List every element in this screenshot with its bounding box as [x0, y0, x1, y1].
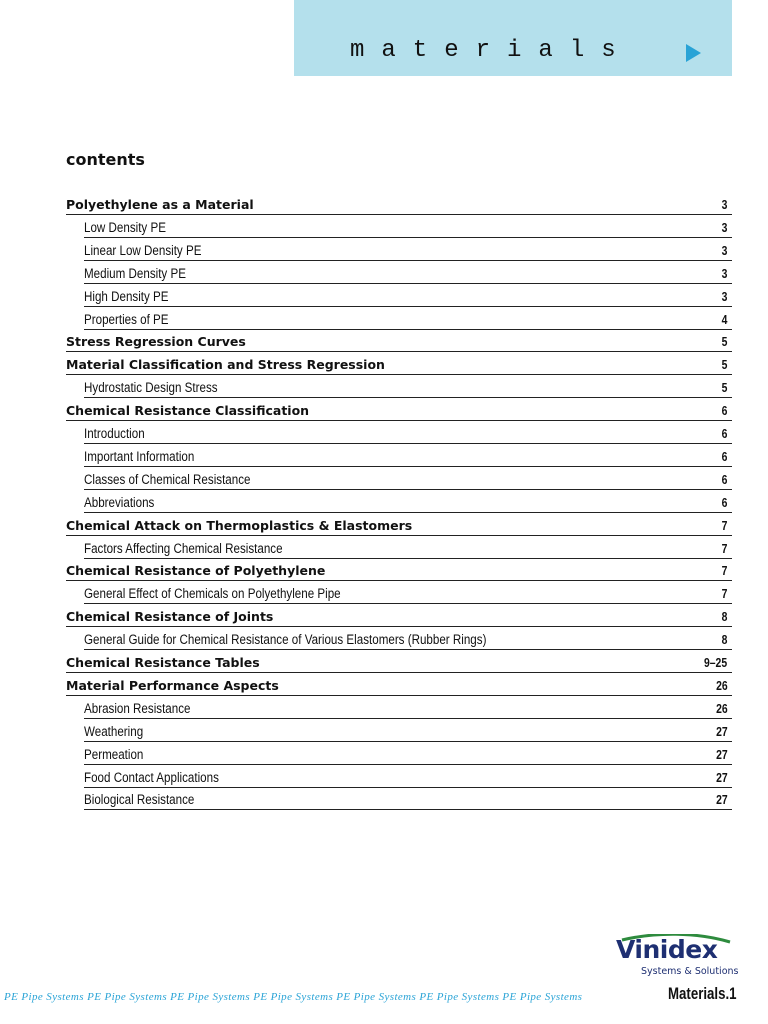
- toc-entry-page: 6: [721, 471, 728, 487]
- toc-subsection-row: [84, 239, 732, 261]
- toc-entry-label: Permeation: [84, 746, 144, 762]
- toc-entry-page: 26: [715, 700, 728, 716]
- toc-entry-label: General Guide for Chemical Resistance of Various Elastomers (Rubber Rings): [84, 632, 487, 648]
- toc-entry-page: 27: [715, 746, 728, 762]
- toc-subsection-row: [84, 743, 732, 765]
- toc-entry-label: Chemical Resistance Tables: [66, 655, 260, 670]
- toc-entry-page: 27: [715, 723, 728, 739]
- vinidex-logo: [616, 934, 739, 978]
- toc-subsection-row: [84, 720, 732, 742]
- toc-section-row: [66, 559, 732, 581]
- toc-section-row: [66, 353, 732, 375]
- toc-subsection-row: [84, 697, 732, 719]
- toc-entry-label: Introduction: [84, 426, 145, 441]
- toc-entry-label: Properties of PE: [84, 311, 169, 327]
- section-banner: [294, 0, 732, 76]
- toc-entry-page: 6: [721, 403, 728, 419]
- toc-subsection-row: [84, 537, 732, 559]
- toc-subsection-row: [84, 582, 732, 604]
- toc-entry-label: Classes of Chemical Resistance: [84, 471, 251, 487]
- footer-repeating-text: PE Pipe Systems PE Pipe Systems PE Pipe Systems PE Pipe Systems PE Pipe Systems PE Pipe Systems PE Pipe Systems: [4, 991, 583, 1003]
- toc-subsection-row: [84, 262, 732, 284]
- toc-entry-page: 3: [721, 219, 728, 235]
- toc-entry-page: 3: [721, 197, 728, 212]
- toc-entry-label: Chemical Resistance Classification: [66, 403, 310, 419]
- toc-entry-label: Low Density PE: [84, 219, 166, 235]
- toc-entry-label: Chemical Attack on Thermoplastics & Elastomers: [66, 517, 413, 533]
- toc-entry-page: 5: [721, 334, 728, 350]
- toc-section-row: [66, 399, 732, 421]
- toc-subsection-row: [84, 308, 732, 330]
- toc-entry-page: 8: [721, 609, 728, 625]
- toc-entry-label: Hydrostatic Design Stress: [84, 380, 218, 396]
- toc-entry-page: 7: [721, 540, 728, 556]
- contents-heading: contents: [66, 150, 145, 169]
- toc-subsection-row: [84, 445, 732, 467]
- toc-subsection-row: [84, 422, 732, 444]
- toc-entry-page: 4: [721, 311, 728, 327]
- toc-section-row: [66, 193, 732, 215]
- toc-subsection-row: [84, 788, 732, 810]
- section-title: materials: [350, 37, 633, 64]
- toc-entry-page: 27: [715, 769, 728, 785]
- page-number: Materials.1: [668, 984, 737, 1003]
- toc-entry-label: Polyethylene as a Material: [66, 197, 254, 212]
- toc-entry-label: Weathering: [84, 723, 144, 739]
- toc-subsection-row: [84, 491, 732, 513]
- toc-entry-page: 6: [721, 448, 728, 464]
- toc-entry-label: Biological Resistance: [84, 792, 195, 808]
- toc-entry-label: General Effect of Chemicals on Polyethylene Pipe: [84, 586, 341, 602]
- toc-entry-page: 5: [721, 357, 728, 373]
- toc-subsection-row: [84, 285, 732, 307]
- toc-entry-page: 3: [721, 288, 728, 304]
- toc-entry-page: 7: [721, 586, 728, 602]
- toc-entry-page: 8: [721, 632, 728, 648]
- toc-entry-label: Abbreviations: [84, 494, 155, 510]
- toc-entry-label: Factors Affecting Chemical Resistance: [84, 540, 283, 556]
- triangle-right-icon: [686, 44, 701, 62]
- toc-entry-label: Food Contact Applications: [84, 769, 219, 785]
- toc-entry-label: Material Classification and Stress Regression: [66, 357, 385, 373]
- toc-subsection-row: [84, 376, 732, 398]
- toc-section-row: [66, 674, 732, 696]
- toc-subsection-row: [84, 628, 732, 650]
- toc-section-row: [66, 330, 732, 352]
- toc-entry-label: Chemical Resistance of Polyethylene: [66, 563, 326, 579]
- toc-entry-page: 7: [721, 517, 728, 533]
- toc-entry-page: 9–25: [704, 655, 728, 670]
- toc-entry-label: Linear Low Density PE: [84, 242, 202, 258]
- toc-entry-label: Abrasion Resistance: [84, 700, 191, 716]
- toc-entry-label: Medium Density PE: [84, 265, 186, 281]
- toc-subsection-row: [84, 216, 732, 238]
- toc-section-row: [66, 651, 732, 673]
- toc-section-row: [66, 605, 732, 627]
- brand-name: Vinidex: [616, 935, 718, 964]
- toc-entry-page: 3: [721, 265, 728, 281]
- brand-tagline: Systems & Solutions: [641, 966, 739, 977]
- toc-subsection-row: [84, 766, 732, 788]
- toc-entry-page: 26: [715, 677, 728, 693]
- toc-section-row: [66, 514, 732, 536]
- toc-entry-label: Chemical Resistance of Joints: [66, 609, 274, 625]
- toc-entry-label: Important Information: [84, 448, 195, 464]
- toc-entry-label: Material Performance Aspects: [66, 677, 279, 693]
- toc-entry-page: 27: [715, 792, 728, 808]
- toc-entry-label: Stress Regression Curves: [66, 334, 246, 350]
- toc-entry-page: 6: [721, 494, 728, 510]
- toc-entry-page: 7: [721, 563, 728, 579]
- toc-entry-page: 3: [721, 242, 728, 258]
- toc-subsection-row: [84, 468, 732, 490]
- toc-entry-page: 6: [721, 426, 728, 441]
- toc-entry-label: High Density PE: [84, 288, 169, 304]
- toc-entry-page: 5: [721, 380, 728, 396]
